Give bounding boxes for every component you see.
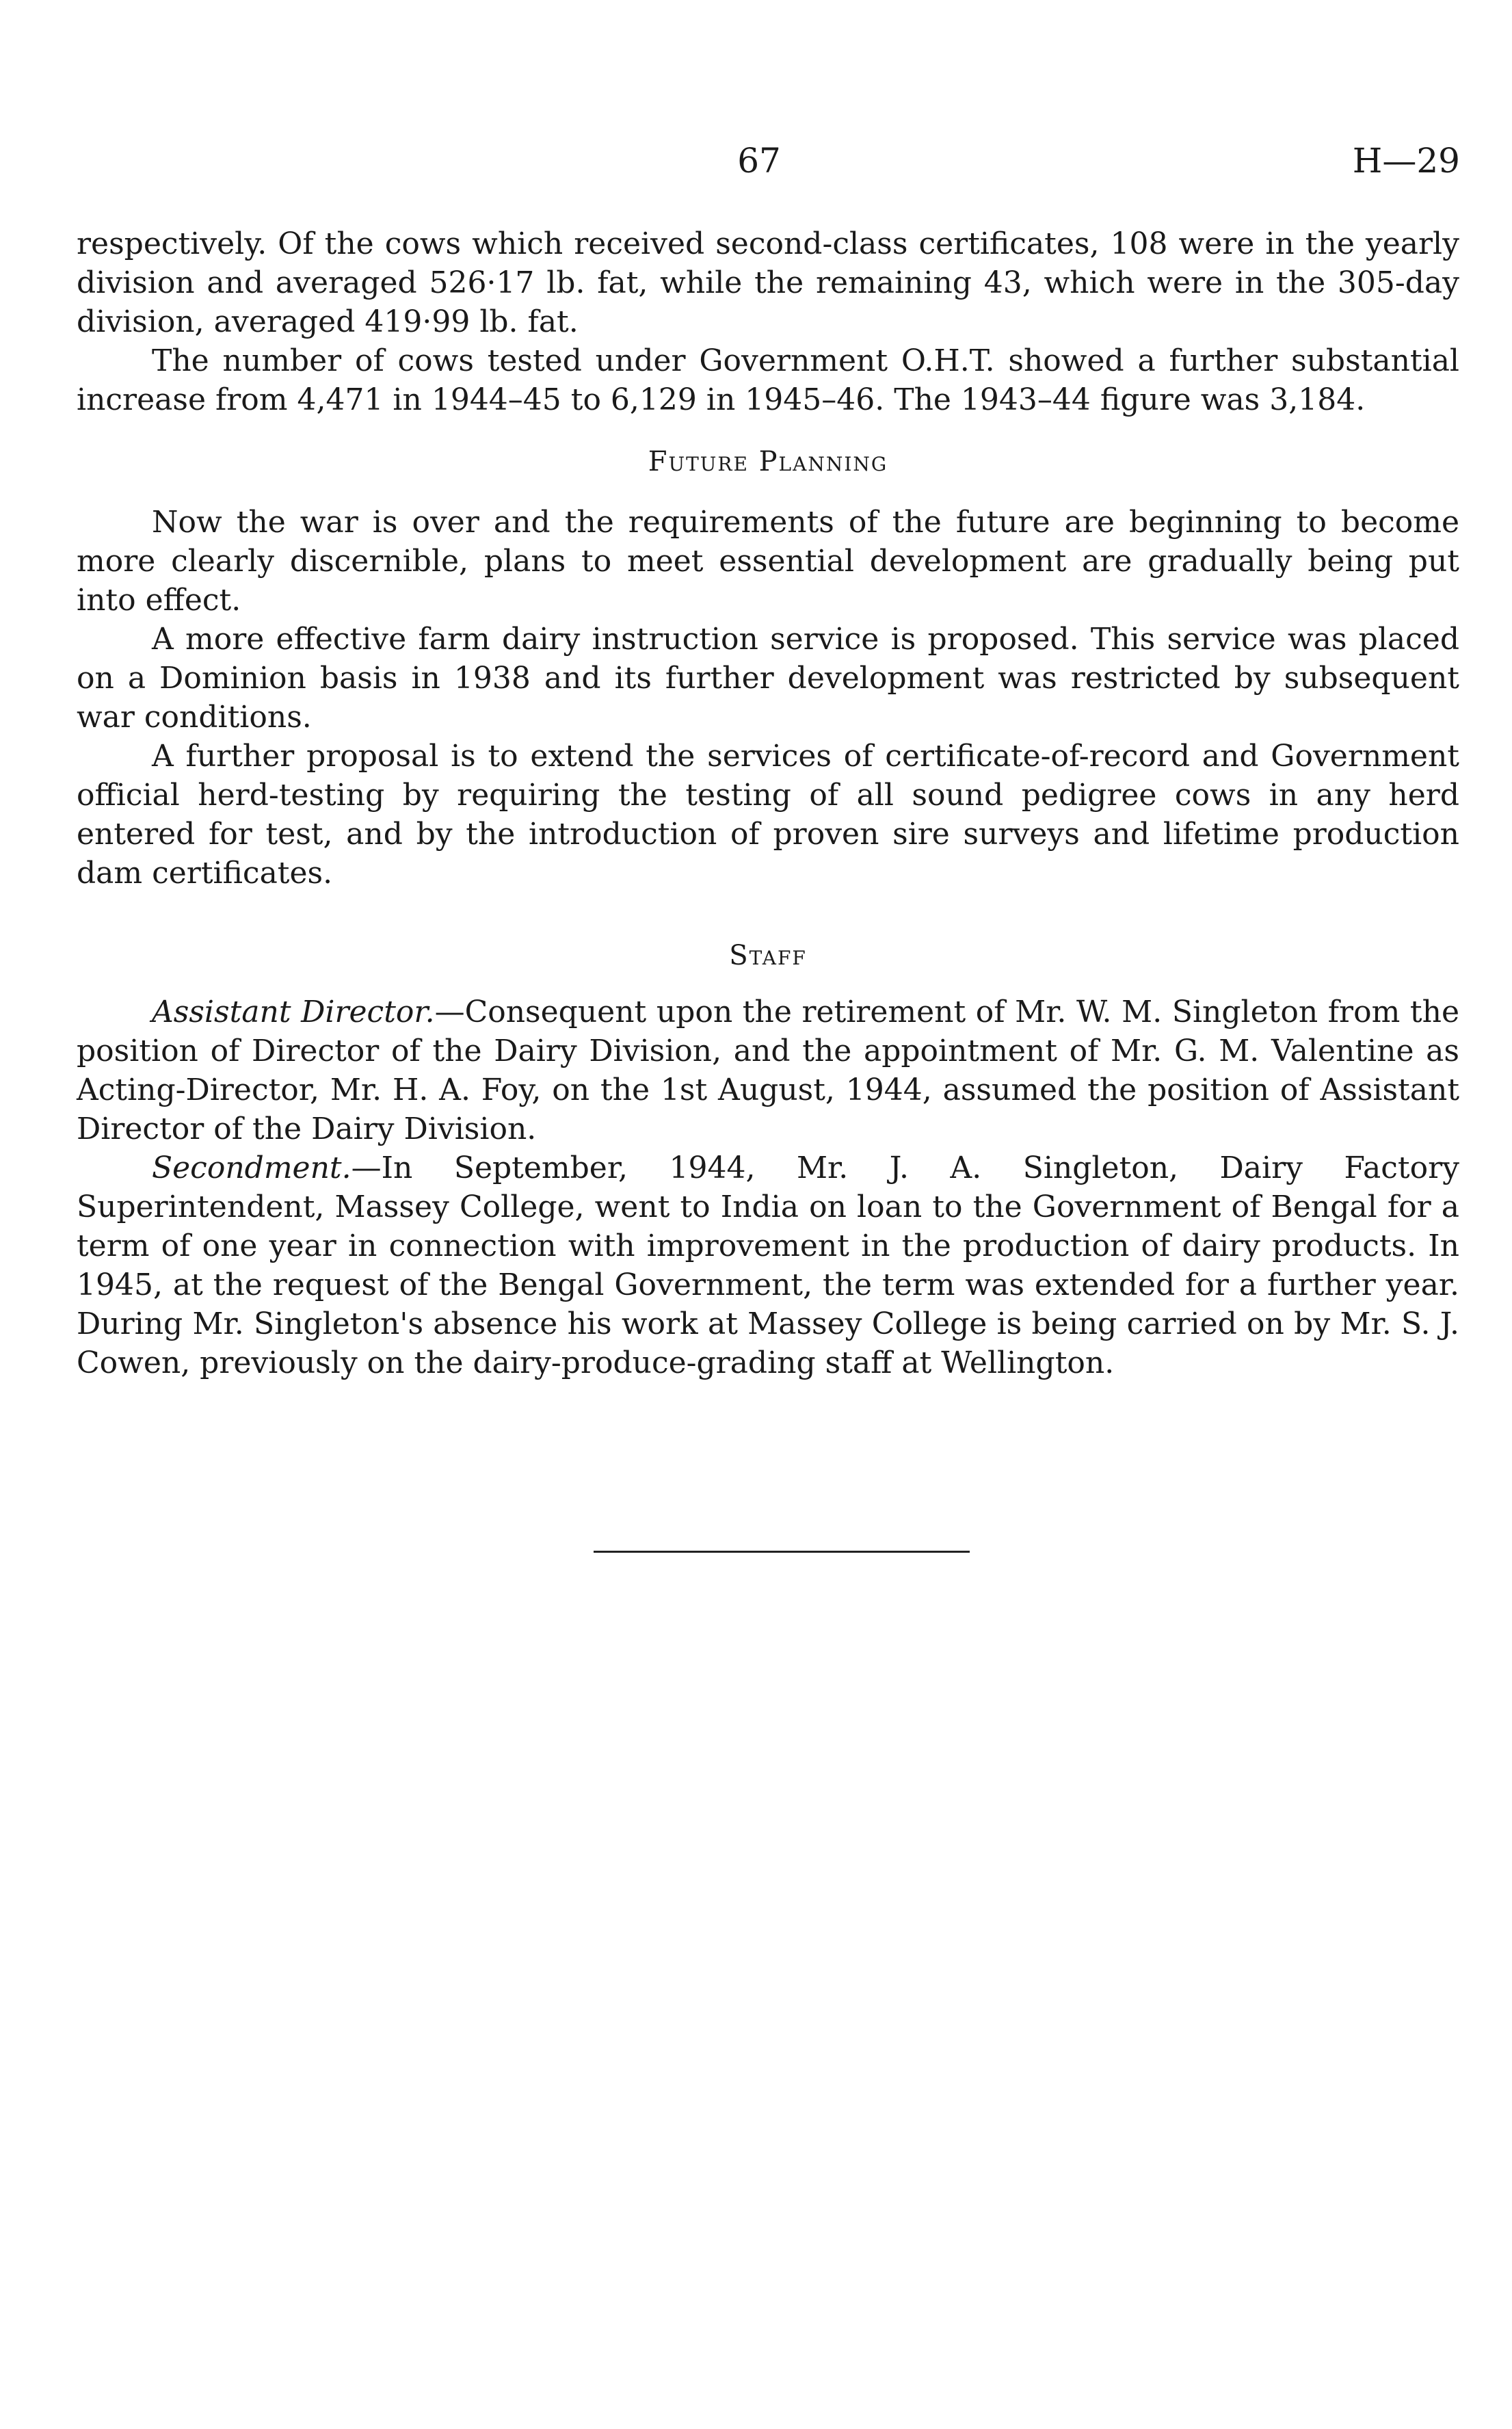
paragraph-herd-testing: A further proposal is to extend the services of certificate-of-record and Government official herd-testing by requiring the testing of all sound pedigree cows in any herd entered for test, and by the introduction of proven sire surveys and lifetime production dam certificates.: [77, 739, 1459, 891]
heading-future-planning: Future Planning: [648, 446, 888, 477]
paragraph-cow-certificates: respectively. Of the cows which received second-class certificates, 108 were in the yearly division and averaged 526·17 lb. fat, while the remaining 43, which were in the 305-day division, averaged 419·99 lb. fat.: [77, 226, 1459, 339]
page-code: H—29: [1352, 141, 1460, 181]
secondment-text: —In September, 1944, Mr. J. A. Singleton, Dairy Factory Superintendent, Massey College, went to India on loan to the Government of Bengal for a term of one year in connection with improvement in the production of dairy products. In 1945, at the request of the Bengal Government, the term was extended for a further year. During Mr. Singleton's absence his work at Massey College is being carried on by Mr. S. J. Cowen, previously on the dairy-produce-grading staff at Wellington.: [77, 1151, 1459, 1380]
assistant-director-title: Assistant Director.: [152, 995, 435, 1029]
paragraph-instruction-service: A more effective farm dairy instruction service is proposed. This service was placed on a Dominion basis in 1938 and its further development was restricted by subsequent war conditions.: [77, 622, 1459, 735]
secondment-title: Secondment.: [152, 1151, 352, 1185]
heading-staff: Staff: [729, 940, 807, 971]
closing-rule: [594, 1551, 970, 1553]
page-number: 67: [737, 141, 781, 181]
document-body: [77, 224, 1459, 1382]
paragraph-secondment: [77, 1148, 1459, 1382]
paragraph-oht-testing: The number of cows tested under Government O.H.T. showed a further substantial increase from 4,471 in 1944–45 to 6,129 in 1945–46. The 1943–44 figure was 3,184.: [77, 343, 1459, 417]
paragraph-assistant-director: [77, 993, 1459, 1148]
assistant-director-text: —Consequent upon the retirement of Mr. W. M. Singleton from the position of Director of the Dairy Division, and the appointment of Mr. G. M. Valentine as Acting-Director, Mr. H. A. Foy, on the 1st August, 1944, assumed the position of Assistant Director of the Dairy Division.: [77, 995, 1459, 1146]
paragraph-war-requirements: Now the war is over and the requirements of the future are beginning to become more clearly discernible, plans to meet essential development are gradually being put into effect.: [77, 505, 1459, 618]
